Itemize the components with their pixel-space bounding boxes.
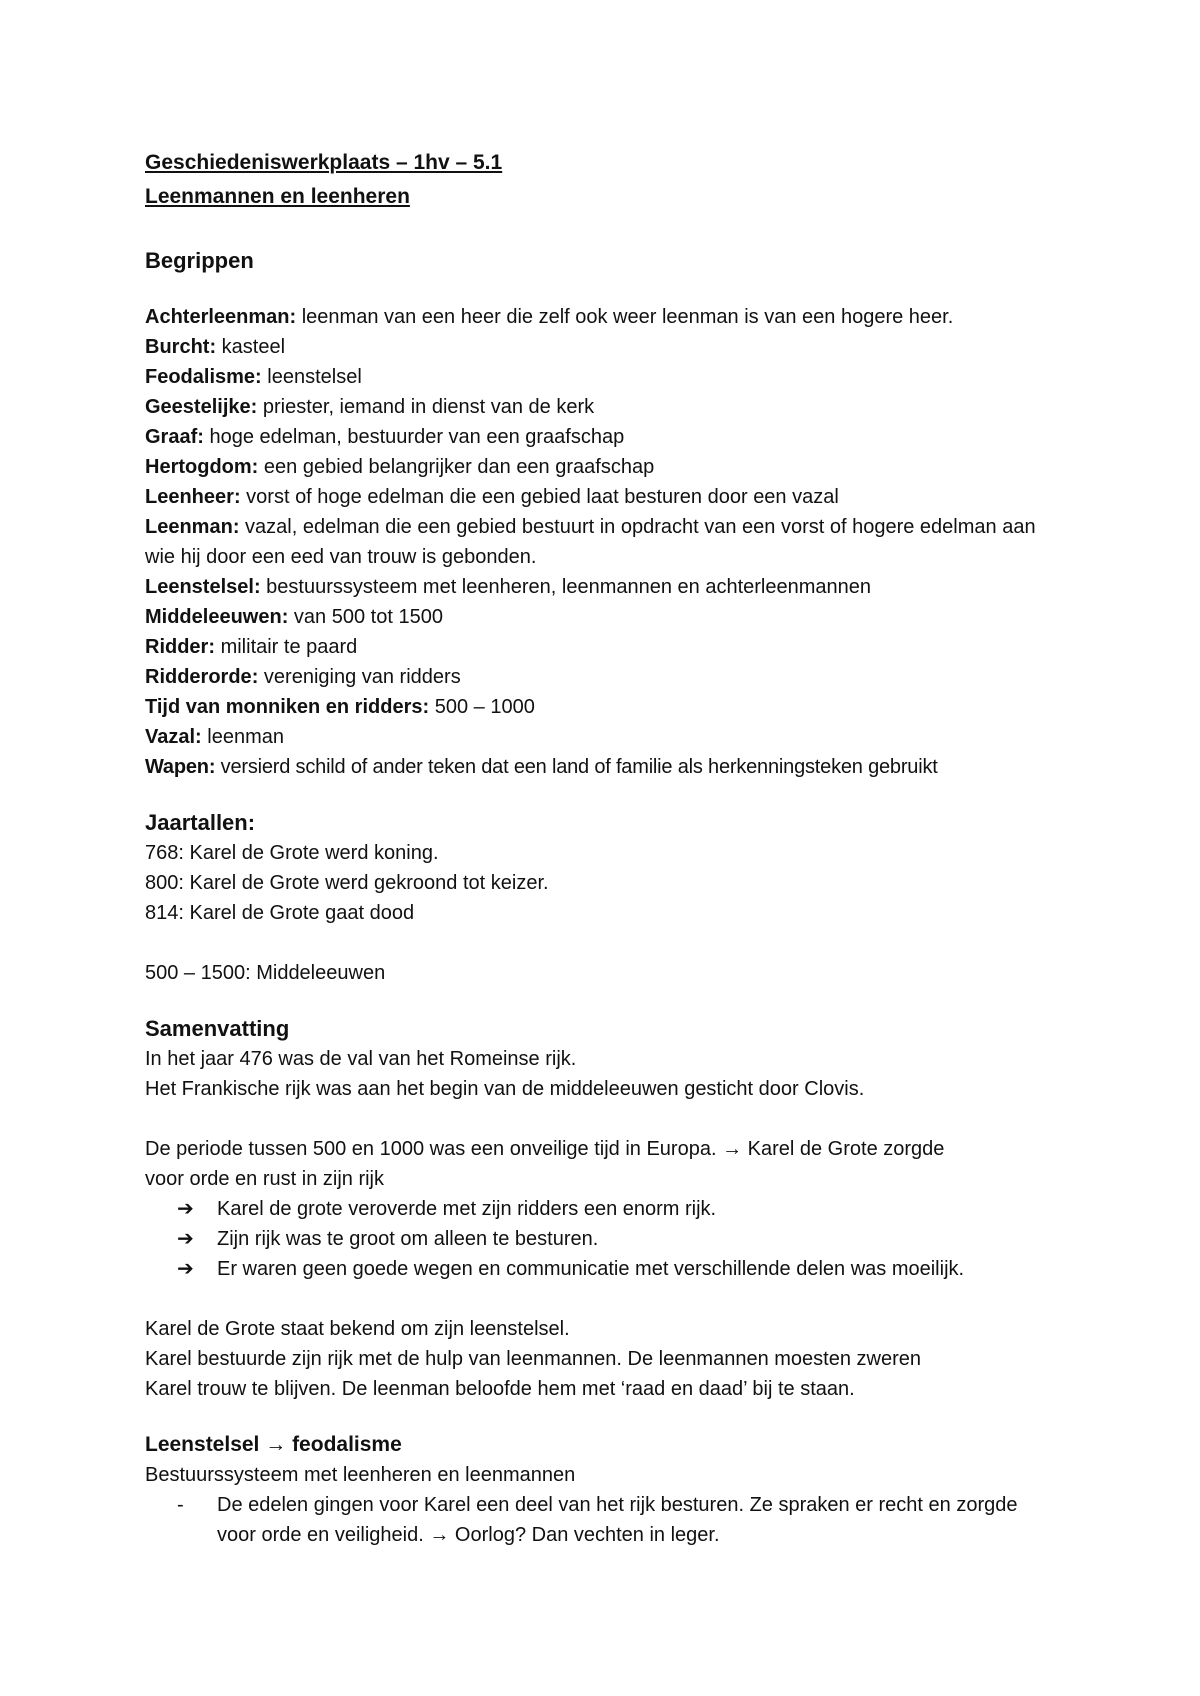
summary-line: Karel bestuurde zijn rijk met de hulp van leenmannen. De leenmannen moesten zweren [145, 1348, 922, 1370]
spacer [145, 1404, 1105, 1430]
term-item: Vazal: leenman [145, 726, 284, 748]
term-label: Burcht [145, 336, 210, 358]
term-definition: hoge edelman, bestuurder van een graafschap [203, 426, 625, 448]
spacer [145, 782, 1105, 808]
arrow-icon: → [722, 1138, 743, 1160]
term-label: Leenstelsel [145, 576, 254, 598]
term-definition: vereniging van ridders [258, 666, 461, 688]
term-definition: versierd schild of ander teken dat een land of familie als herkenningsteken gebruikt [215, 756, 938, 778]
spacer [145, 1104, 1105, 1134]
term-label: Leenman [145, 516, 233, 538]
term-definition: kasteel [216, 336, 286, 358]
year-item: 800: Karel de Grote werd gekroond tot keizer. [145, 872, 549, 894]
term-item: Burcht: kasteel [145, 336, 286, 358]
term-label: Achterleenman [145, 306, 290, 328]
summary-line: Het Frankische rijk was aan het begin van de middeleeuwen gesticht door Clovis. [145, 1078, 865, 1100]
term-label: Graaf [145, 426, 198, 448]
year-item-extra: 500 – 1500: Middeleeuwen [145, 962, 386, 984]
term-definition: 500 – 1000 [429, 696, 535, 718]
term-definition: priester, iemand in dienst van de kerk [257, 396, 595, 418]
term-label: Vazal [145, 726, 196, 748]
term-definition: leenman van een heer die zelf ook weer leenman is van een hogere heer. [296, 306, 954, 328]
document-page [145, 146, 1105, 1550]
term-definition: van 500 tot 1500 [288, 606, 443, 628]
term-definition: militair te paard [215, 636, 358, 658]
term-item: Middeleeuwen: van 500 tot 1500 [145, 606, 443, 628]
term-item: Feodalisme: leenstelsel [145, 366, 362, 388]
term-definition: bestuurssysteem met leenheren, leenmannen en achterleenmannen [260, 576, 872, 598]
spacer [145, 1284, 1105, 1314]
term-item: Hertogdom: een gebied belangrijker dan een graafschap [145, 456, 655, 478]
term-label: Geestelijke [145, 396, 251, 418]
document-subtitle: Leenmannen en leenheren [145, 185, 410, 208]
term-definition: vorst of hoge edelman die een gebied laat besturen door een vazal [240, 486, 839, 508]
term-item: Leenstelsel: bestuurssysteem met leenheren, leenmannen en achterleenmannen [145, 576, 872, 598]
summary-line: In het jaar 476 was de val van het Romeinse rijk. [145, 1048, 577, 1070]
year-item: 814: Karel de Grote gaat dood [145, 902, 415, 924]
arrow-bullet-icon: ➔ [177, 1258, 194, 1280]
arrow-bullet-icon: ➔ [177, 1198, 194, 1220]
spacer [145, 928, 1105, 958]
term-label: Ridderorde [145, 666, 252, 688]
term-item: Tijd van monniken en ridders: 500 – 1000 [145, 696, 535, 718]
section-heading-begrippen: Begrippen [145, 248, 254, 273]
arrow-list [145, 1194, 1105, 1284]
spacer [145, 276, 1105, 302]
section-heading-leenstelsel: Leenstelsel → feodalisme [145, 1433, 402, 1456]
term-label: Ridder [145, 636, 209, 658]
term-label: Hertogdom [145, 456, 252, 478]
arrow-icon: → [429, 1524, 450, 1546]
term-list [145, 302, 1105, 782]
section-heading-jaartallen: Jaartallen: [145, 810, 256, 835]
term-label: Wapen [145, 756, 209, 778]
term-item: Ridderorde: vereniging van ridders [145, 666, 461, 688]
term-item: Geestelijke: priester, iemand in dienst van de kerk [145, 396, 595, 418]
spacer [145, 988, 1105, 1014]
summary-line: De periode tussen 500 en 1000 was een onveilige tijd in Europa. → Karel de Grote zorgde [145, 1138, 945, 1160]
term-item: Leenheer: vorst of hoge edelman die een gebied laat besturen door een vazal [145, 486, 839, 508]
term-definition: leenstelsel [261, 366, 362, 388]
spacer [145, 214, 1105, 244]
term-item: Wapen: versierd schild of ander teken dat een land of familie als herkenningsteken gebruikt [145, 756, 938, 778]
term-label: Tijd van monniken en ridders [145, 696, 423, 718]
year-item: 768: Karel de Grote werd koning. [145, 842, 439, 864]
arrow-icon: → [265, 1433, 287, 1456]
term-label: Leenheer [145, 486, 234, 508]
leenstelsel-intro: Bestuurssysteem met leenheren en leenmannen [145, 1464, 576, 1486]
dash-bullet-icon: - [177, 1494, 184, 1516]
term-item: Leenman: vazal, edelman die een gebied bestuurt in opdracht van een vorst of hogere edelman aan wie hij door een eed van trouw is gebonden. [145, 516, 1036, 568]
arrow-bullet-icon: ➔ [177, 1228, 194, 1250]
term-item: Graaf: hoge edelman, bestuurder van een graafschap [145, 426, 625, 448]
dash-list-item: - De edelen gingen voor Karel een deel van het rijk besturen. Ze spraken er recht en zorgde voor orde en veiligheid. → Oorlog? Dan vechten in leger. [145, 1490, 1037, 1550]
term-definition: een gebied belangrijker dan een graafschap [258, 456, 655, 478]
arrow-list-item: ➔ Er waren geen goede wegen en communicatie met verschillende delen was moeilijk. [145, 1254, 1105, 1284]
term-item: Ridder: militair te paard [145, 636, 358, 658]
term-definition: vazal, edelman die een gebied bestuurt in opdracht van een vorst of hogere edelman aan wie hij door een eed van trouw is gebonden. [145, 516, 1036, 568]
arrow-list-item: ➔ Karel de grote veroverde met zijn ridders een enorm rijk. [145, 1194, 1105, 1224]
term-label: Feodalisme [145, 366, 256, 388]
term-label: Middeleeuwen [145, 606, 282, 628]
section-heading-samenvatting: Samenvatting [145, 1016, 290, 1041]
summary-line: voor orde en rust in zijn rijk [145, 1168, 384, 1190]
summary-line: Karel trouw te blijven. De leenman beloofde hem met ‘raad en daad’ bij te staan. [145, 1378, 855, 1400]
arrow-list-item: ➔ Zijn rijk was te groot om alleen te besturen. [145, 1224, 1105, 1254]
document-title: Geschiedeniswerkplaats – 1hv – 5.1 [145, 151, 503, 174]
term-definition: leenman [201, 726, 284, 748]
summary-line: Karel de Grote staat bekend om zijn leenstelsel. [145, 1318, 570, 1340]
term-item: Achterleenman: leenman van een heer die zelf ook weer leenman is van een hogere heer. [145, 306, 954, 328]
